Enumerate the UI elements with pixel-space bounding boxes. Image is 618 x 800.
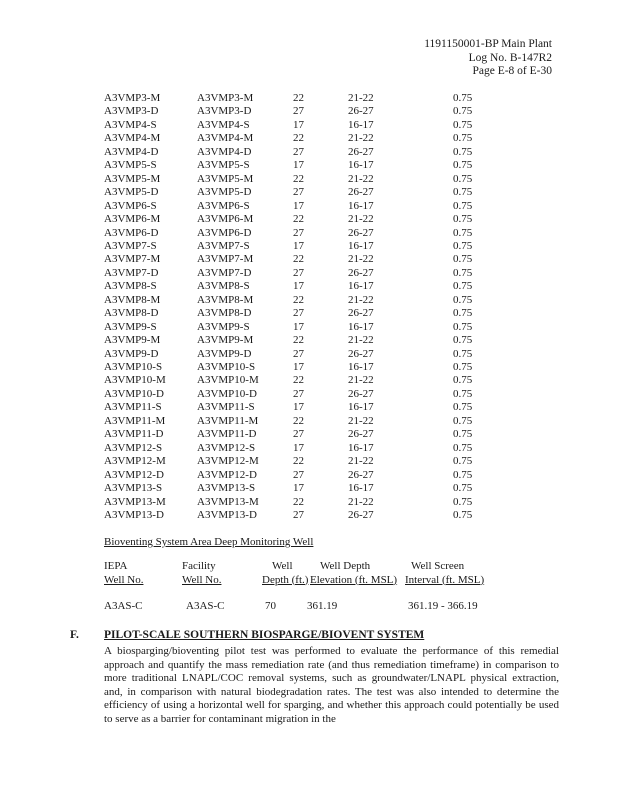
- well-depth: 27: [293, 145, 304, 158]
- well-value: 0.75: [453, 320, 473, 333]
- well-facility-id: A3VMP10-S: [197, 361, 256, 373]
- well-depth: 17: [293, 320, 304, 333]
- well-screen-interval: 21-22: [348, 293, 374, 306]
- table-row: [0, 509, 618, 523]
- deep-well-facility: A3AS-C: [186, 600, 225, 612]
- well-screen-interval: 26-27: [348, 428, 374, 441]
- well-value: 0.75: [453, 414, 473, 427]
- well-screen-interval: 16-17: [348, 280, 374, 293]
- well-depth: 17: [293, 159, 304, 172]
- well-value: 0.75: [453, 226, 473, 239]
- table-row: [0, 307, 618, 321]
- header-page-number: Page E-8 of E-30: [472, 65, 552, 77]
- well-iepa-id: A3VMP8-S: [104, 280, 157, 293]
- well-facility-id: A3VMP11-S: [197, 401, 255, 414]
- well-depth: 17: [293, 401, 304, 414]
- well-depth: 27: [293, 226, 304, 239]
- well-iepa-id: A3VMP7-M: [104, 253, 161, 266]
- table-row: [0, 227, 618, 241]
- well-screen-interval: 21-22: [348, 92, 374, 104]
- table-row: [0, 496, 618, 510]
- table-row: [0, 200, 618, 214]
- well-value: 0.75: [453, 92, 473, 104]
- well-iepa-id: A3VMP10-M: [104, 374, 166, 387]
- well-facility-id: A3VMP4-S: [197, 118, 250, 131]
- well-facility-id: A3VMP6-S: [197, 199, 250, 212]
- table-row: [0, 348, 618, 362]
- well-value: 0.75: [453, 334, 473, 347]
- well-value: 0.75: [453, 361, 473, 373]
- well-depth: 27: [293, 266, 304, 279]
- header-log-number: Log No. B-147R2: [468, 51, 552, 64]
- table-row: [0, 146, 618, 160]
- well-depth: 22: [293, 253, 304, 266]
- well-depth: 17: [293, 361, 304, 373]
- table-row: [0, 159, 618, 173]
- well-iepa-id: A3VMP9-D: [104, 347, 159, 360]
- well-depth: 17: [293, 118, 304, 131]
- well-screen-interval: 16-17: [348, 239, 374, 252]
- well-iepa-id: A3VMP8-D: [104, 307, 159, 320]
- well-value: 0.75: [453, 172, 473, 185]
- well-screen-interval: 26-27: [348, 105, 374, 118]
- well-iepa-id: A3VMP12-M: [104, 455, 166, 468]
- well-facility-id: A3VMP8-S: [197, 280, 250, 293]
- well-facility-id: A3VMP12-D: [197, 468, 257, 481]
- well-facility-id: A3VMP7-M: [197, 253, 254, 266]
- table-row: [0, 267, 618, 281]
- well-facility-id: A3VMP9-S: [197, 320, 250, 333]
- table-row: [0, 253, 618, 267]
- table-row: [0, 374, 618, 388]
- well-value: 0.75: [453, 280, 473, 293]
- well-iepa-id: A3VMP13-M: [104, 495, 166, 508]
- well-iepa-id: A3VMP11-S: [104, 401, 162, 414]
- well-depth: 17: [293, 482, 304, 495]
- well-value: 0.75: [453, 401, 473, 414]
- well-iepa-id: A3VMP13-D: [104, 508, 164, 521]
- well-depth: 27: [293, 347, 304, 360]
- well-iepa-id: A3VMP11-D: [104, 428, 164, 441]
- well-screen-interval: 21-22: [348, 213, 374, 226]
- well-facility-id: A3VMP13-S: [197, 482, 256, 495]
- well-value: 0.75: [453, 199, 473, 212]
- well-value: 0.75: [453, 307, 473, 320]
- well-value: 0.75: [453, 495, 473, 508]
- table-row: [0, 240, 618, 254]
- table-row: [0, 361, 618, 375]
- well-depth: 22: [293, 414, 304, 427]
- well-value: 0.75: [453, 132, 473, 145]
- well-depth: 27: [293, 307, 304, 320]
- well-screen-interval: 21-22: [348, 495, 374, 508]
- well-depth: 22: [293, 455, 304, 468]
- well-facility-id: A3VMP13-D: [197, 508, 257, 521]
- well-iepa-id: A3VMP3-D: [104, 105, 159, 118]
- well-facility-id: A3VMP3-M: [197, 92, 254, 104]
- well-facility-id: A3VMP5-S: [197, 159, 250, 172]
- section-letter: F.: [70, 629, 79, 641]
- col-header-elevation: Well Depth Elevation (ft. MSL): [310, 560, 398, 586]
- well-iepa-id: A3VMP4-M: [104, 132, 161, 145]
- well-iepa-id: A3VMP3-M: [104, 92, 161, 104]
- well-depth: 22: [293, 293, 304, 306]
- well-screen-interval: 26-27: [348, 266, 374, 279]
- well-screen-interval: 16-17: [348, 159, 374, 172]
- well-facility-id: A3VMP10-D: [197, 387, 257, 400]
- well-screen-interval: 16-17: [348, 320, 374, 333]
- well-iepa-id: A3VMP4-S: [104, 118, 157, 131]
- well-value: 0.75: [453, 468, 473, 481]
- well-facility-id: A3VMP8-D: [197, 307, 252, 320]
- table-row: [0, 132, 618, 146]
- page-header: [424, 38, 552, 79]
- well-iepa-id: A3VMP6-M: [104, 213, 161, 226]
- well-facility-id: A3VMP4-D: [197, 145, 252, 158]
- well-depth: 22: [293, 132, 304, 145]
- well-value: 0.75: [453, 482, 473, 495]
- well-screen-interval: 16-17: [348, 199, 374, 212]
- deep-well-depth: 70: [265, 600, 276, 612]
- well-screen-interval: 26-27: [348, 508, 374, 521]
- well-screen-interval: 26-27: [348, 387, 374, 400]
- well-depth: 17: [293, 199, 304, 212]
- well-depth: 22: [293, 495, 304, 508]
- well-facility-id: A3VMP5-D: [197, 186, 252, 199]
- well-iepa-id: A3VMP7-S: [104, 239, 157, 252]
- well-value: 0.75: [453, 347, 473, 360]
- well-iepa-id: A3VMP12-S: [104, 441, 163, 454]
- table-row: [0, 415, 618, 429]
- well-screen-interval: 16-17: [348, 482, 374, 495]
- well-facility-id: A3VMP12-M: [197, 455, 259, 468]
- well-facility-id: A3VMP9-D: [197, 347, 252, 360]
- well-iepa-id: A3VMP13-S: [104, 482, 163, 495]
- well-screen-interval: 21-22: [348, 414, 374, 427]
- well-facility-id: A3VMP7-S: [197, 239, 250, 252]
- well-depth: 22: [293, 374, 304, 387]
- table-row: [0, 321, 618, 335]
- table-row: [0, 213, 618, 227]
- table-row: [0, 105, 618, 119]
- well-screen-interval: 26-27: [348, 307, 374, 320]
- table-row: [0, 294, 618, 308]
- well-iepa-id: A3VMP12-D: [104, 468, 164, 481]
- col-header-iepa: IEPA Well No.: [104, 560, 144, 586]
- well-iepa-id: A3VMP4-D: [104, 145, 159, 158]
- well-iepa-id: A3VMP11-M: [104, 414, 166, 427]
- well-value: 0.75: [453, 159, 473, 172]
- col-header-screen-interval: Well Screen Interval (ft. MSL): [405, 560, 485, 586]
- well-iepa-id: A3VMP9-M: [104, 334, 161, 347]
- table-row: [0, 173, 618, 187]
- well-screen-interval: 21-22: [348, 455, 374, 468]
- table-row: [0, 428, 618, 442]
- well-screen-interval: 26-27: [348, 347, 374, 360]
- table-row: [0, 442, 618, 456]
- well-iepa-id: A3VMP10-S: [104, 361, 163, 373]
- well-screen-interval: 16-17: [348, 401, 374, 414]
- well-screen-interval: 26-27: [348, 226, 374, 239]
- well-value: 0.75: [453, 213, 473, 226]
- well-depth: 27: [293, 186, 304, 199]
- well-value: 0.75: [453, 239, 473, 252]
- well-iepa-id: A3VMP9-S: [104, 320, 157, 333]
- well-screen-interval: 26-27: [348, 468, 374, 481]
- well-facility-id: A3VMP11-D: [197, 428, 257, 441]
- deep-well-interval: 361.19 - 366.19: [408, 600, 478, 612]
- well-screen-interval: 21-22: [348, 172, 374, 185]
- well-depth: 27: [293, 468, 304, 481]
- table-row: [0, 119, 618, 133]
- table-row: [0, 388, 618, 402]
- well-iepa-id: A3VMP5-M: [104, 172, 161, 185]
- well-screen-interval: 16-17: [348, 441, 374, 454]
- well-screen-interval: 21-22: [348, 132, 374, 145]
- section-paragraph: A biosparging/bioventing pilot test was performed to evaluate the performance of this remedial approach and quantify the mass remediation rate (and thus remediation timeframe) in comparison to more traditional LNAPL/COC removal systems, such as groundwater/LNAPL physical extraction, and, in comparison with natural biodegradation rates. The test was also intended to determine the efficiency of using a horizontal well for sparging, and whether this approach could potentially be used to serve as a barrier for contaminant migration in the: [104, 645, 559, 725]
- well-depth: 27: [293, 105, 304, 118]
- well-iepa-id: A3VMP6-S: [104, 199, 157, 212]
- well-iepa-id: A3VMP5-D: [104, 186, 159, 199]
- well-facility-id: A3VMP9-M: [197, 334, 254, 347]
- well-facility-id: A3VMP11-M: [197, 414, 259, 427]
- well-value: 0.75: [453, 253, 473, 266]
- well-facility-id: A3VMP12-S: [197, 441, 256, 454]
- well-iepa-id: A3VMP6-D: [104, 226, 159, 239]
- well-iepa-id: A3VMP5-S: [104, 159, 157, 172]
- well-depth: 17: [293, 280, 304, 293]
- well-screen-interval: 26-27: [348, 145, 374, 158]
- well-value: 0.75: [453, 105, 473, 118]
- well-value: 0.75: [453, 186, 473, 199]
- well-depth: 17: [293, 239, 304, 252]
- table-row: [0, 455, 618, 469]
- well-facility-id: A3VMP5-M: [197, 172, 254, 185]
- header-project: 1191150001-BP Main Plant: [424, 38, 552, 50]
- table-row: [0, 401, 618, 415]
- well-screen-interval: 16-17: [348, 361, 374, 373]
- well-facility-id: A3VMP4-M: [197, 132, 254, 145]
- well-value: 0.75: [453, 266, 473, 279]
- well-facility-id: A3VMP10-M: [197, 374, 259, 387]
- well-depth: 22: [293, 172, 304, 185]
- table-row: [0, 469, 618, 483]
- well-depth: 22: [293, 92, 304, 104]
- table-row: [0, 92, 618, 106]
- well-value: 0.75: [453, 145, 473, 158]
- deep-well-caption: Bioventing System Area Deep Monitoring Well: [104, 536, 314, 548]
- well-depth: 22: [293, 213, 304, 226]
- well-depth: 27: [293, 508, 304, 521]
- well-value: 0.75: [453, 455, 473, 468]
- table-row: [0, 280, 618, 294]
- well-value: 0.75: [453, 441, 473, 454]
- well-facility-id: A3VMP6-M: [197, 213, 254, 226]
- col-header-facility: Facility Well No.: [182, 560, 222, 586]
- well-screen-interval: 21-22: [348, 334, 374, 347]
- well-facility-id: A3VMP13-M: [197, 495, 259, 508]
- well-value: 0.75: [453, 374, 473, 387]
- deep-well-iepa: A3AS-C: [104, 600, 143, 612]
- well-facility-id: A3VMP8-M: [197, 293, 254, 306]
- well-depth: 17: [293, 441, 304, 454]
- well-value: 0.75: [453, 508, 473, 521]
- well-facility-id: A3VMP6-D: [197, 226, 252, 239]
- well-value: 0.75: [453, 118, 473, 131]
- well-iepa-id: A3VMP7-D: [104, 266, 159, 279]
- table-row: [0, 186, 618, 200]
- well-screen-interval: 16-17: [348, 118, 374, 131]
- well-iepa-id: A3VMP10-D: [104, 387, 164, 400]
- table-row: [0, 334, 618, 348]
- col-header-well-depth: Well Depth (ft.): [262, 560, 309, 586]
- well-screen-interval: 21-22: [348, 374, 374, 387]
- well-facility-id: A3VMP3-D: [197, 105, 252, 118]
- well-value: 0.75: [453, 293, 473, 306]
- well-facility-id: A3VMP7-D: [197, 266, 252, 279]
- well-value: 0.75: [453, 428, 473, 441]
- well-value: 0.75: [453, 387, 473, 400]
- deep-well-elevation: 361.19: [307, 600, 338, 612]
- well-screen-interval: 21-22: [348, 253, 374, 266]
- section-title: PILOT-SCALE SOUTHERN BIOSPARGE/BIOVENT SYSTEM: [104, 629, 425, 641]
- table-row: [0, 482, 618, 496]
- well-depth: 27: [293, 387, 304, 400]
- well-screen-interval: 26-27: [348, 186, 374, 199]
- well-depth: 22: [293, 334, 304, 347]
- well-depth: 27: [293, 428, 304, 441]
- well-iepa-id: A3VMP8-M: [104, 293, 161, 306]
